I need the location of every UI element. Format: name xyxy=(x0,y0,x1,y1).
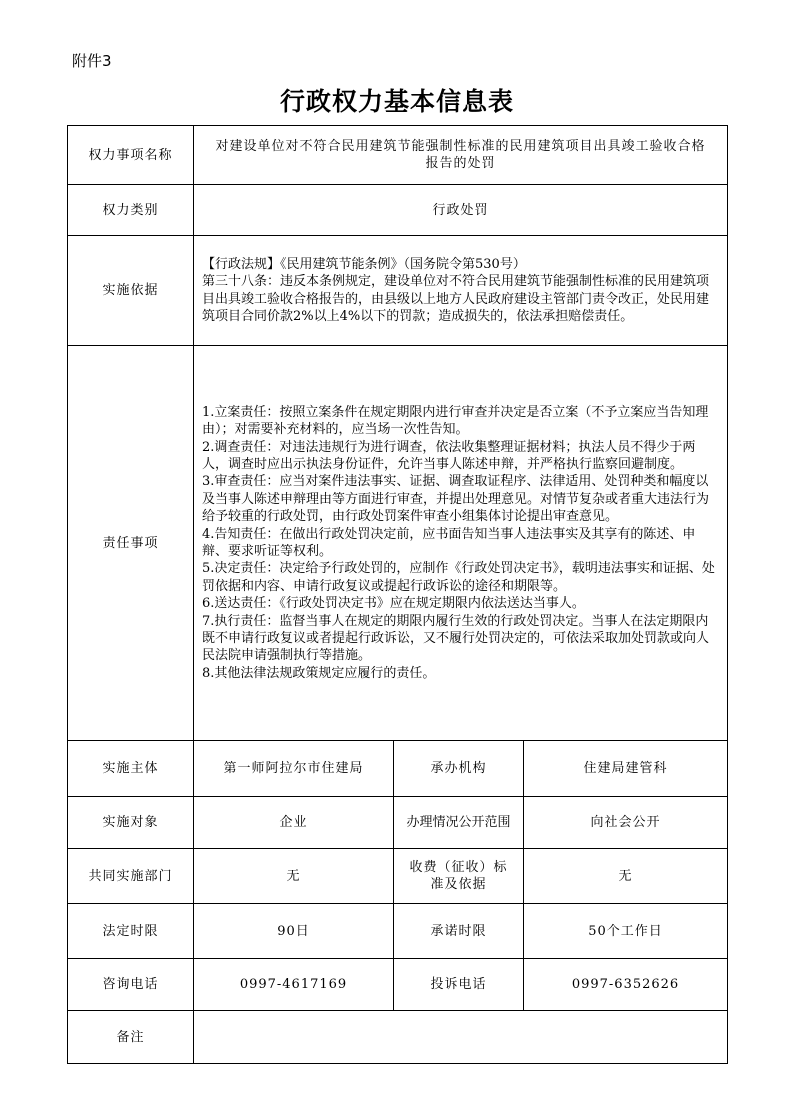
responsibility-item: 6.送达责任：《行政处罚决定书》应在规定期限内依法送达当事人。 xyxy=(202,596,585,612)
legal-time-limit-label: 法定时限 xyxy=(68,904,194,959)
responsibilities-label: 责任事项 xyxy=(68,346,194,741)
responsibility-item: 3.审查责任：应当对案件违法事实、证据、调查取证程序、法律适用、处罚种类和幅度以及当事人陈述申辩理由等方面进行审查，并提出处理意见。对情节复杂或者重大违法行为给予较重的行政处罚，由行政处罚案件审查小组集体讨论提出审查意见。 xyxy=(202,474,710,525)
basis-value xyxy=(194,236,728,346)
complaint-phone-value: 0997-6352626 xyxy=(524,959,728,1011)
responsibility-item: 5.决定责任：决定给予行政处罚的，应制作《行政处罚决定书》，载明违法事实和证据、处罚依据和内容、申请行政复议或提起行政诉讼的途径和期限等。 xyxy=(202,561,715,594)
consult-phone-label: 咨询电话 xyxy=(68,959,194,1011)
target-label: 实施对象 xyxy=(68,797,194,849)
row-responsibilities xyxy=(68,346,728,741)
promised-time-limit-value: 50个工作日 xyxy=(524,904,728,959)
row-time-limit xyxy=(68,904,728,959)
legal-time-limit-value: 90日 xyxy=(194,904,394,959)
remark-value xyxy=(194,1011,728,1064)
row-target xyxy=(68,797,728,849)
disclosure-scope-value: 向社会公开 xyxy=(524,797,728,849)
responsibility-item: 1.立案责任：按照立案条件在规定期限内进行审查并决定是否立案（不予立案应当告知理由）；对需要补充材料的，应当场一次性告知。 xyxy=(202,404,709,438)
power-name-label: 权力事项名称 xyxy=(68,126,194,185)
fee-standard-label: 收费（征收）标准及依据 xyxy=(394,849,524,904)
responsibility-item: 4.告知责任：在做出行政处罚决定前，应书面告知当事人违法事实及其享有的陈述、申辩、要求听证等权利。 xyxy=(202,526,696,559)
basis-label: 实施依据 xyxy=(68,236,194,346)
disclosure-scope-label: 办理情况公开范围 xyxy=(394,797,524,849)
row-basis xyxy=(68,236,728,346)
joint-dept-value: 无 xyxy=(194,849,394,904)
category-value: 行政处罚 xyxy=(194,185,728,236)
subject-label: 实施主体 xyxy=(68,741,194,797)
target-value: 企业 xyxy=(194,797,394,849)
handling-org-label: 承办机构 xyxy=(394,741,524,797)
responsibility-item: 8.其他法律法规政策规定应履行的责任。 xyxy=(202,665,436,681)
row-category xyxy=(68,185,728,236)
row-power-name xyxy=(68,126,728,185)
responsibility-item: 2.调查责任：对违法违规行为进行调查，依法收集整理证据材料；执法人员不得少于两人，调查时应出示执法身份证件，允许当事人陈述申辩，并严格执行监察回避制度。 xyxy=(202,439,696,472)
fee-standard-value: 无 xyxy=(524,849,728,904)
handling-org-value: 住建局建管科 xyxy=(524,741,728,797)
basis-line: 【行政法规】《民用建筑节能条例》（国务院令第530号） xyxy=(202,256,526,272)
attachment-label: 附件3 xyxy=(72,52,112,70)
responsibility-item: 7.执行责任：监督当事人在规定的期限内履行生效的行政处罚决定。当事人在法定期限内既不申请行政复议或者提起行政诉讼，又不履行处罚决定的，可依法采取加处罚款或向人民法院申请强制执行等措施。 xyxy=(202,613,710,664)
promised-time-limit-label: 承诺时限 xyxy=(394,904,524,959)
info-table xyxy=(67,125,728,1064)
basis-line: 第三十八条：违反本条例规定，建设单位对不符合民用建筑节能强制性标准的民用建筑项目出具竣工验收合格报告的，由县级以上地方人民政府建设主管部门责令改正，处民用建筑项目合同价款2%以上4%以下的罚款；造成损失的，依法承担赔偿责任。 xyxy=(202,274,710,324)
row-contact xyxy=(68,959,728,1011)
remark-label: 备注 xyxy=(68,1011,194,1064)
joint-dept-label: 共同实施部门 xyxy=(68,849,194,904)
category-label: 权力类别 xyxy=(68,185,194,236)
row-joint xyxy=(68,849,728,904)
subject-value: 第一师阿拉尔市住建局 xyxy=(194,741,394,797)
complaint-phone-label: 投诉电话 xyxy=(394,959,524,1011)
row-remark xyxy=(68,1011,728,1064)
responsibilities-value xyxy=(194,346,728,741)
consult-phone-value: 0997-4617169 xyxy=(194,959,394,1011)
power-name-value: 对建设单位对不符合民用建筑节能强制性标准的民用建筑项目出具竣工验收合格报告的处罚 xyxy=(194,126,728,185)
page-title: 行政权力基本信息表 xyxy=(279,87,514,116)
row-subject xyxy=(68,741,728,797)
